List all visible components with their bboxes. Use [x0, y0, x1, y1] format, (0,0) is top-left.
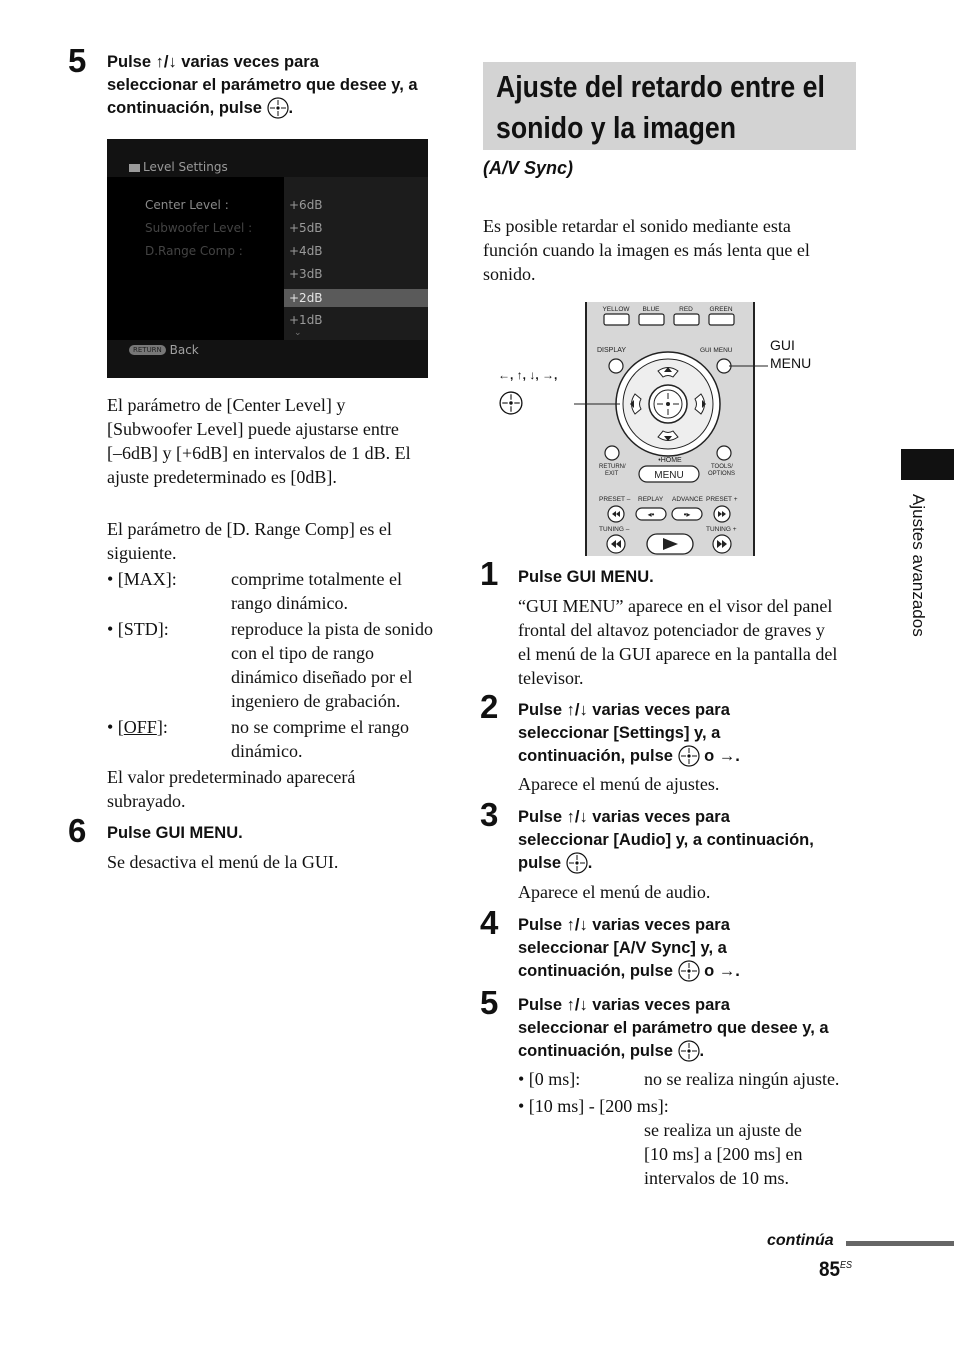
osd-value: +4dB	[289, 244, 323, 258]
text-line: reproduce la pista de sonido	[231, 619, 433, 639]
heading-line: Pulse ↑/↓ varias veces para	[518, 916, 730, 934]
text-line: el menú de la GUI aparece en la pantalla del	[518, 644, 838, 664]
heading-text: continuación, pulse	[518, 962, 673, 980]
option-value	[231, 715, 441, 763]
svg-text:•▸: •▸	[683, 510, 691, 519]
text-line: siguiente.	[107, 543, 177, 563]
text-line: televisor.	[518, 668, 584, 688]
text-line: dinámico diseñado por el	[231, 667, 413, 687]
text-line: El valor predeterminado aparecerá	[107, 767, 356, 787]
enter-button-icon	[678, 745, 700, 767]
step-3-body: Aparece el menú de audio.	[518, 882, 711, 902]
heading-text: .	[699, 1042, 705, 1060]
label-replay: REPLAY	[638, 496, 664, 503]
text-line: ingeniero de grabación.	[231, 691, 401, 711]
label-return: RETURN/	[599, 464, 626, 470]
text-line: El parámetro de [Center Level] y	[107, 395, 346, 415]
page-number	[819, 1258, 852, 1282]
return-badge: RETURN	[129, 345, 166, 355]
continua-label: continúa	[767, 1232, 834, 1249]
label-tools: TOOLS/	[711, 464, 733, 470]
option-value: no se realiza ningún ajuste.	[644, 1069, 840, 1089]
section-title	[496, 66, 825, 148]
step-1-number: 1	[480, 555, 499, 592]
text-line: con el tipo de rango	[231, 643, 374, 663]
step-4-heading	[518, 914, 863, 983]
label-home: •HOME	[658, 457, 682, 464]
osd-value: +1dB	[289, 313, 323, 327]
section-title-box	[483, 62, 856, 150]
osd-back-label: Back	[169, 343, 199, 357]
label-underlined: OFF	[123, 717, 157, 737]
option-value	[518, 1118, 863, 1190]
step-3-number: 3	[480, 796, 499, 833]
heading-line: Pulse ↑/↓ varias veces para	[518, 701, 730, 719]
option-label: • [0 ms]:	[518, 1069, 581, 1089]
heading-line: seleccionar [A/V Sync] y, a	[518, 939, 727, 957]
text-line: sonido.	[483, 264, 536, 284]
drange-paragraph	[107, 517, 452, 565]
label-preset-minus: PRESET –	[599, 496, 631, 503]
label-yellow: YELLOW	[602, 306, 630, 313]
title-line: Ajuste del retardo entre el	[496, 69, 825, 104]
heading-text: continuación, pulse	[518, 747, 673, 765]
arrows-callout: ←, ↑, ↓, →,	[498, 368, 558, 382]
gui-menu-callout	[770, 336, 811, 372]
label-red: RED	[679, 306, 693, 313]
label-tuning-plus: TUNING +	[706, 526, 737, 533]
osd-header	[129, 160, 228, 174]
text-line: intervalos de 10 ms.	[644, 1168, 789, 1188]
section-tab	[901, 449, 954, 480]
step-1-body	[518, 594, 863, 690]
osd-value: +3dB	[289, 267, 323, 281]
option-label	[107, 715, 231, 739]
level-settings-screen	[107, 139, 428, 378]
label-part: • [	[107, 717, 124, 737]
center-level-paragraph	[107, 393, 452, 489]
heading-text: continuación, pulse	[518, 1042, 673, 1060]
osd-param-drange: D.Range Comp :	[145, 244, 243, 258]
step-5-text: .	[288, 99, 294, 117]
heading-text: o →.	[699, 747, 740, 765]
step-6-number: 6	[68, 812, 87, 849]
title-line: sonido y la imagen	[496, 110, 736, 145]
callout-line: GUI	[770, 337, 795, 353]
default-note	[107, 765, 452, 813]
label-green: GREEN	[709, 306, 733, 313]
heading-line: Pulse ↑/↓ varias veces para	[518, 808, 730, 826]
osd-params	[145, 194, 252, 263]
text-line: frontal del altavoz potenciador de graves y	[518, 620, 825, 640]
heading-line: Pulse ↑/↓ varias veces para	[518, 996, 730, 1014]
option-value	[231, 567, 441, 615]
osd-values	[288, 194, 428, 332]
text-line: subrayado.	[107, 791, 186, 811]
text-line: Es posible retardar el sonido mediante esta	[483, 216, 791, 236]
option-off	[107, 715, 452, 763]
label-preset-plus: PRESET +	[706, 496, 738, 503]
label-advance: ADVANCE	[672, 496, 703, 503]
label-options: OPTIONS	[708, 471, 736, 477]
page-number-suffix: ES	[840, 1260, 853, 1271]
osd-param-center: Center Level :	[145, 198, 229, 212]
step-2-number: 2	[480, 688, 499, 725]
text-line: [–6dB] y [+6dB] en intervalos de 1 dB. El	[107, 443, 411, 463]
step-3-heading	[518, 806, 863, 875]
osd-value-list	[284, 177, 428, 340]
label-display: DISPLAY	[597, 347, 627, 354]
option-std	[107, 617, 452, 713]
chevron-down-icon: ⌄	[294, 328, 302, 338]
step-5-number: 5	[68, 42, 87, 79]
sync-option-range	[518, 1094, 863, 1190]
text-line: no se comprime el rango	[231, 717, 409, 737]
label-part: ]:	[156, 717, 168, 737]
step-1-heading: Pulse GUI MENU.	[518, 568, 654, 586]
label-exit: EXIT	[605, 471, 619, 477]
section-subtitle: (A/V Sync)	[483, 158, 574, 178]
continua-bar	[846, 1241, 954, 1246]
option-value	[231, 617, 441, 713]
option-label: • [MAX]:	[107, 569, 177, 589]
sync-options	[518, 1067, 863, 1190]
step-5-line: Pulse ↑/↓ varias veces para	[107, 53, 319, 71]
text-line: [10 ms] a [200 ms] en	[644, 1144, 803, 1164]
enter-button-icon	[267, 97, 289, 119]
toolbox-icon	[129, 164, 140, 172]
osd-value-selected: +2dB	[284, 289, 428, 307]
heading-line	[518, 960, 863, 983]
remote-callout-lines	[500, 300, 800, 420]
label-blue: BLUE	[642, 306, 660, 313]
enter-button-icon	[566, 852, 588, 874]
step-5-line	[107, 97, 452, 120]
osd-footer	[129, 343, 199, 357]
text-line: comprime totalmente el	[231, 569, 402, 589]
heading-text: .	[587, 854, 593, 872]
step-5-heading	[107, 51, 452, 120]
option-label: • [STD]:	[107, 619, 169, 639]
step-5r-number: 5	[480, 984, 499, 1021]
text-line: El parámetro de [D. Range Comp] es el	[107, 519, 392, 539]
osd-param-subwoofer: Subwoofer Level :	[145, 221, 253, 235]
label-home-text: HOME	[660, 457, 682, 464]
osd-value: +5dB	[289, 221, 323, 235]
enter-button-icon	[678, 960, 700, 982]
text-line: ajuste predeterminado es [0dB].	[107, 467, 337, 487]
step-5-line: seleccionar el parámetro que desee y, a	[107, 76, 418, 94]
heading-line: seleccionar [Settings] y, a	[518, 724, 721, 742]
svg-text:◂•: ◂•	[647, 510, 655, 519]
label-gui-menu: GUI MENU	[700, 347, 733, 354]
text-line: se realiza un ajuste de	[644, 1120, 802, 1140]
heading-line	[518, 745, 863, 768]
intro-paragraph	[483, 214, 858, 286]
step-2-heading	[518, 699, 863, 768]
heading-line: seleccionar [Audio] y, a continuación,	[518, 831, 814, 849]
enter-button-icon	[678, 1040, 700, 1062]
callout-line: MENU	[770, 355, 812, 371]
heading-text: o →.	[699, 962, 740, 980]
sync-option-0ms	[518, 1067, 863, 1091]
heading-line	[518, 852, 863, 875]
text-line: dinámico.	[231, 741, 303, 761]
step-6-body: Se desactiva el menú de la GUI.	[107, 852, 339, 872]
option-label: • [10 ms] - [200 ms]:	[518, 1096, 669, 1116]
text-line: función cuando la imagen es más lenta que el	[483, 240, 810, 260]
label-tuning-minus: TUNING –	[599, 526, 630, 533]
heading-line: seleccionar el parámetro que desee y, a	[518, 1019, 829, 1037]
osd-header-text: Level Settings	[143, 160, 228, 174]
step-6-heading: Pulse GUI MENU.	[107, 824, 243, 842]
sidebar-label: Ajustes avanzados	[909, 494, 928, 637]
drange-options	[107, 567, 452, 763]
enter-button-icon	[499, 391, 523, 415]
step-4-number: 4	[480, 904, 499, 941]
heading-text: pulse	[518, 854, 562, 872]
label-menu: MENU	[654, 470, 684, 481]
step-5r-heading	[518, 994, 863, 1063]
heading-line	[518, 1040, 863, 1063]
step-2-body: Aparece el menú de ajustes.	[518, 774, 720, 794]
text-line: [Subwoofer Level] puede ajustarse entre	[107, 419, 399, 439]
step-5-text: continuación, pulse	[107, 99, 262, 117]
osd-value: +6dB	[289, 198, 323, 212]
text-line: “GUI MENU” aparece en el visor del panel	[518, 596, 833, 616]
page-number-value: 85	[819, 1258, 841, 1281]
text-line: rango dinámico.	[231, 593, 348, 613]
option-max	[107, 567, 452, 615]
